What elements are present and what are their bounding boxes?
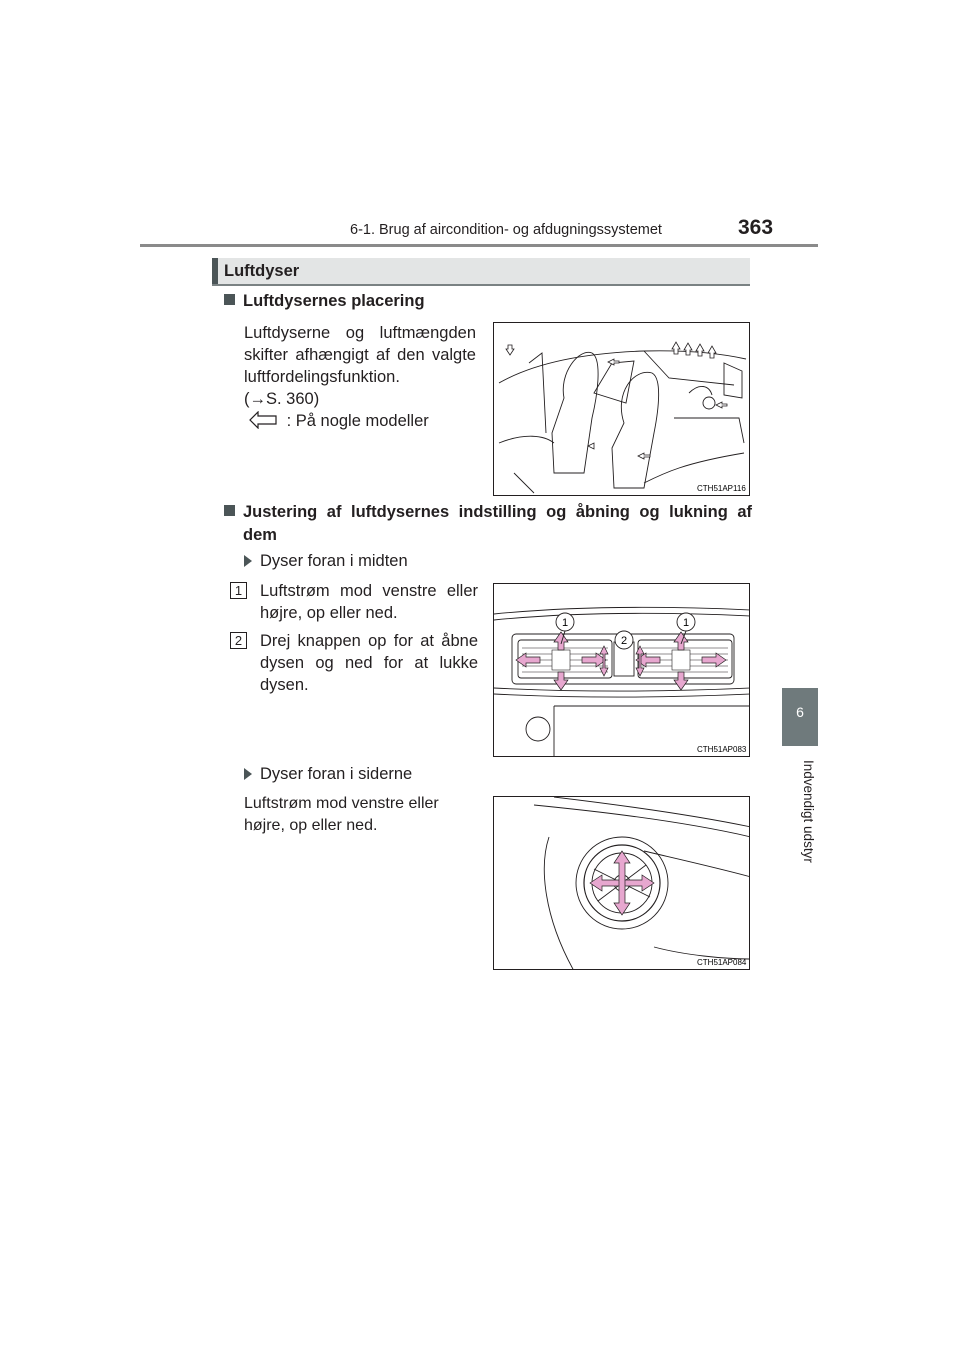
callout-1-right: 1 [682,617,690,629]
side-vent-figure [493,796,750,970]
section-title: Luftdyser [224,262,300,280]
page-number: 363 [738,216,774,239]
triangle-bullet-icon [244,555,252,567]
car-interior-illustration [494,323,750,496]
center-vents-figure [493,583,750,757]
center-item-2-text: Drej knappen op for at åbne dysen og ned for at lukke dysen. [260,632,478,694]
section-bar-rule [212,284,750,286]
chapter-tab-label: Indvendigt udstyr [801,760,816,863]
chapter-title: 6-1. Brug af aircondition- og afdugningssystemet [350,222,662,238]
placement-heading: Luftdysernes placering [224,292,425,311]
triangle-bullet-icon [244,768,252,780]
square-bullet-icon [224,294,235,305]
center-item-1-text: Luftstrøm mod venstre eller højre, op eller ned. [260,582,478,622]
interior-vents-figure [493,322,750,496]
adjust-heading-line2: dem [243,526,277,544]
placement-ref: (→S. 360) [244,390,320,408]
side-vents-label: Dyser foran i siderne [244,763,412,785]
placement-text: Luftdyserne og luftmængden skifter afhængigt af den valgte luftfordelingsfunktion. [244,324,476,386]
callout-2: 2 [620,635,628,647]
placement-legend: : På nogle modeller [248,410,488,432]
chapter-tab-number: 6 [796,704,804,720]
figure-code: CTH51AP116 [697,484,746,493]
center-vents-label: Dyser foran i midten [244,550,408,572]
number-box: 1 [230,582,247,599]
center-item-2 [230,630,253,652]
callout-1-left: 1 [561,617,569,629]
figure-code: CTH51AP083 [697,745,747,754]
number-box: 2 [230,632,247,649]
side-vents-text: Luftstrøm mod venstre eller højre, op eller ned. [244,795,439,834]
dashed-arrow-legend-icon [248,411,282,429]
side-vent-illustration [494,797,750,970]
header-rule [140,244,818,247]
center-vents-illustration [494,584,750,757]
square-bullet-icon [224,505,235,516]
figure-code: CTH51AP084 [697,958,747,967]
adjust-heading-line1: Justering af luftdysernes indstilling og åbning og lukning af [224,503,752,522]
